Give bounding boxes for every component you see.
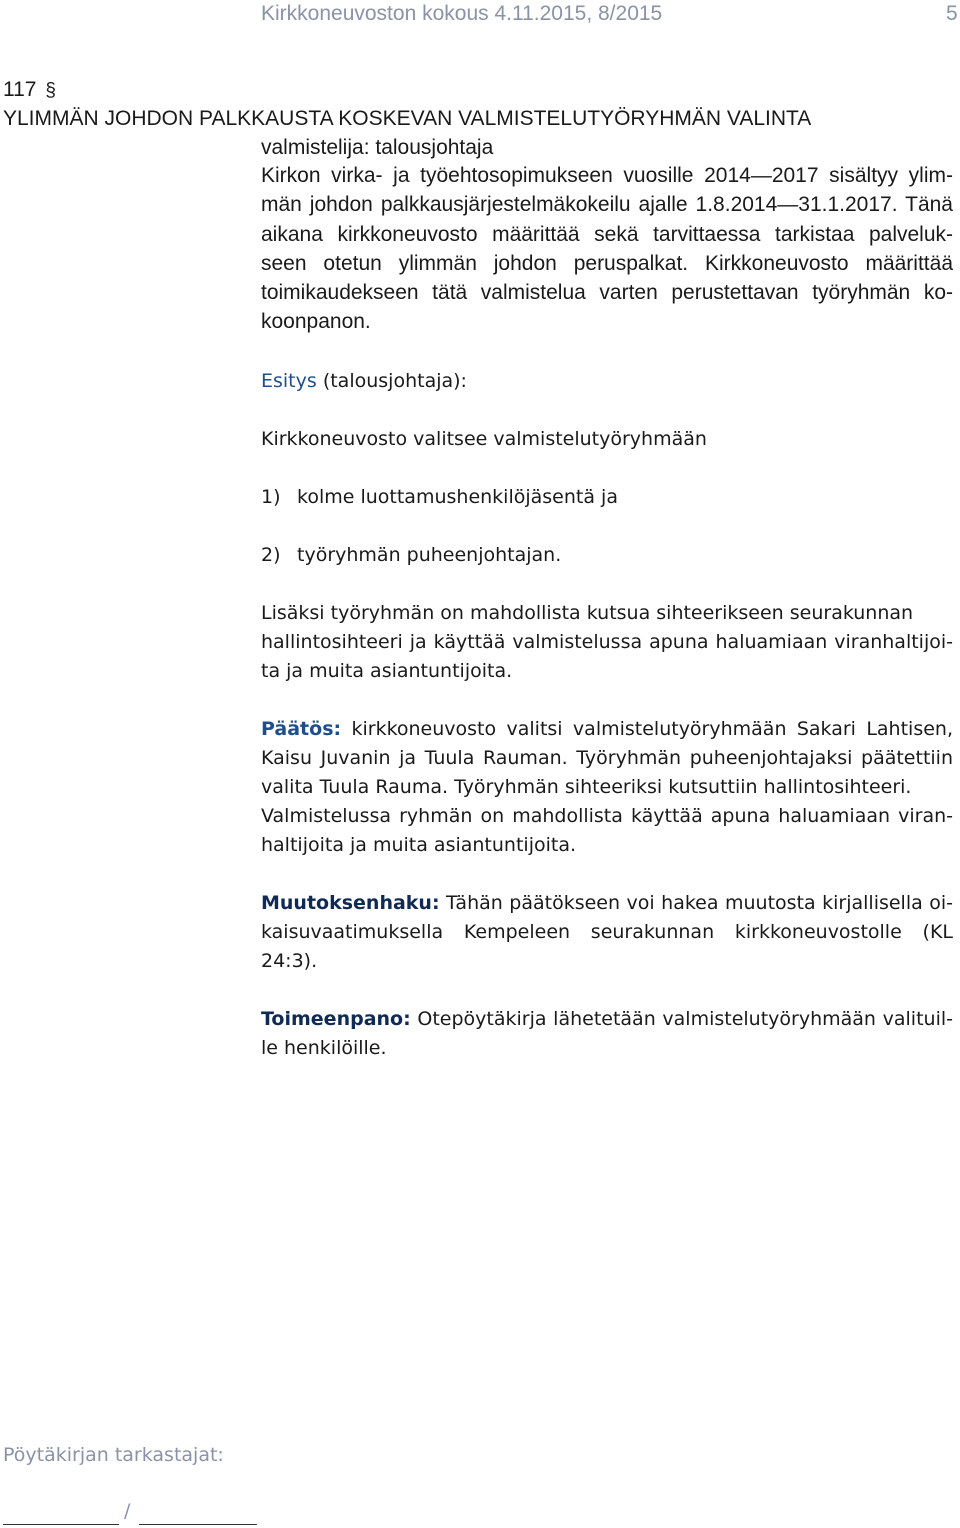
intro-line: Kirkon virka- ja työehtosopimukseen vuosille 2014—2017 sisältyy ylim- — [261, 164, 953, 187]
decision-line: valita Tuula Rauma. Työryhmän sihteeriksi kutsuttiin hallintosihteeri. — [261, 776, 912, 798]
decision-line: Kaisu Juvanin ja Tuula Rauman. Työryhmän puheenjohtajaksi päätettiin — [261, 747, 953, 769]
reviewers-label: Pöytäkirjan tarkastajat: — [3, 1444, 224, 1466]
decision-line: haltijoita ja muita asiantuntijoita. — [261, 834, 577, 856]
section-title: YLIMMÄN JOHDON PALKKAUSTA KOSKEVAN VALMISTELUTYÖRYHMÄN VALINTA — [3, 107, 812, 130]
intro-line: toimikaudekseen tätä valmistelua varten perustettavan työryhmän ko- — [261, 281, 953, 304]
implementation-label: Toimeenpano: — [261, 1008, 411, 1030]
proposal-label: Esitys — [261, 370, 317, 392]
signature-line — [3, 1524, 119, 1525]
intro-line: seen otetun ylimmän johdon peruspalkat. Kirkkoneuvosto määrittää — [261, 252, 953, 275]
extra-line: hallintosihteeri ja käyttää valmistelussa apuna haluamiaan viranhaltijoi- — [261, 631, 953, 653]
section-number: 117 — [3, 78, 37, 101]
item-text: kolme luottamushenkilöjäsentä ja — [297, 486, 618, 508]
decision-line: Valmistelussa ryhmän on mahdollista käyttää apuna haluamiaan viran- — [261, 805, 953, 827]
implementation-line: le henkilöille. — [261, 1037, 387, 1059]
proposal-author: (talousjohtaja): — [316, 370, 467, 392]
appeal-line: kaisuvaatimuksella Kempeleen seurakunnan kirkkoneuvostolle (KL — [261, 921, 953, 943]
intro-line: aikana kirkkoneuvosto määrittää sekä tarvittaessa tarkistaa palveluk- — [261, 223, 953, 246]
decision-line: kirkkoneuvosto valitsi valmistelutyöryhmään Sakari Lahtisen, — [341, 718, 953, 740]
implementation-line: Otepöytäkirja lähetetään valmistelutyöryhmään valituil- — [410, 1008, 953, 1030]
proposal-item — [261, 483, 618, 512]
page-number: 5 — [946, 2, 958, 25]
signature-line — [139, 1524, 257, 1525]
item-number: 2) — [261, 544, 281, 566]
proposal-item — [261, 541, 562, 570]
item-number: 1) — [261, 486, 281, 508]
meeting-header: Kirkkoneuvoston kokous 4.11.2015, 8/2015 — [261, 2, 663, 25]
appeal-line: 24:3). — [261, 950, 318, 972]
proposal-lead: Kirkkoneuvosto valitsee valmistelutyöryhmään — [261, 428, 707, 450]
proposal-heading — [261, 367, 467, 396]
appeal-line: Tähän päätökseen voi hakea muutosta kirjallisella oi- — [439, 892, 953, 914]
extra-line: ta ja muita asiantuntijoita. — [261, 660, 513, 682]
signature-separator: / — [124, 1500, 131, 1522]
decision-label: Päätös: — [261, 718, 342, 740]
section-number-row — [3, 78, 56, 102]
appeal-label: Muutoksenhaku: — [261, 892, 440, 914]
item-text: työryhmän puheenjohtajan. — [297, 544, 562, 566]
intro-line: koonpanon. — [261, 310, 371, 333]
intro-line: män johdon palkkausjärjestelmäkokeilu ajalle 1.8.2014—31.1.2017. Tänä — [261, 193, 953, 216]
extra-line: Lisäksi työryhmän on mahdollista kutsua sihteerikseen seurakunnan — [261, 602, 914, 624]
section-mark-icon: § — [45, 80, 56, 101]
preparer: valmistelija: talousjohtaja — [261, 136, 494, 159]
